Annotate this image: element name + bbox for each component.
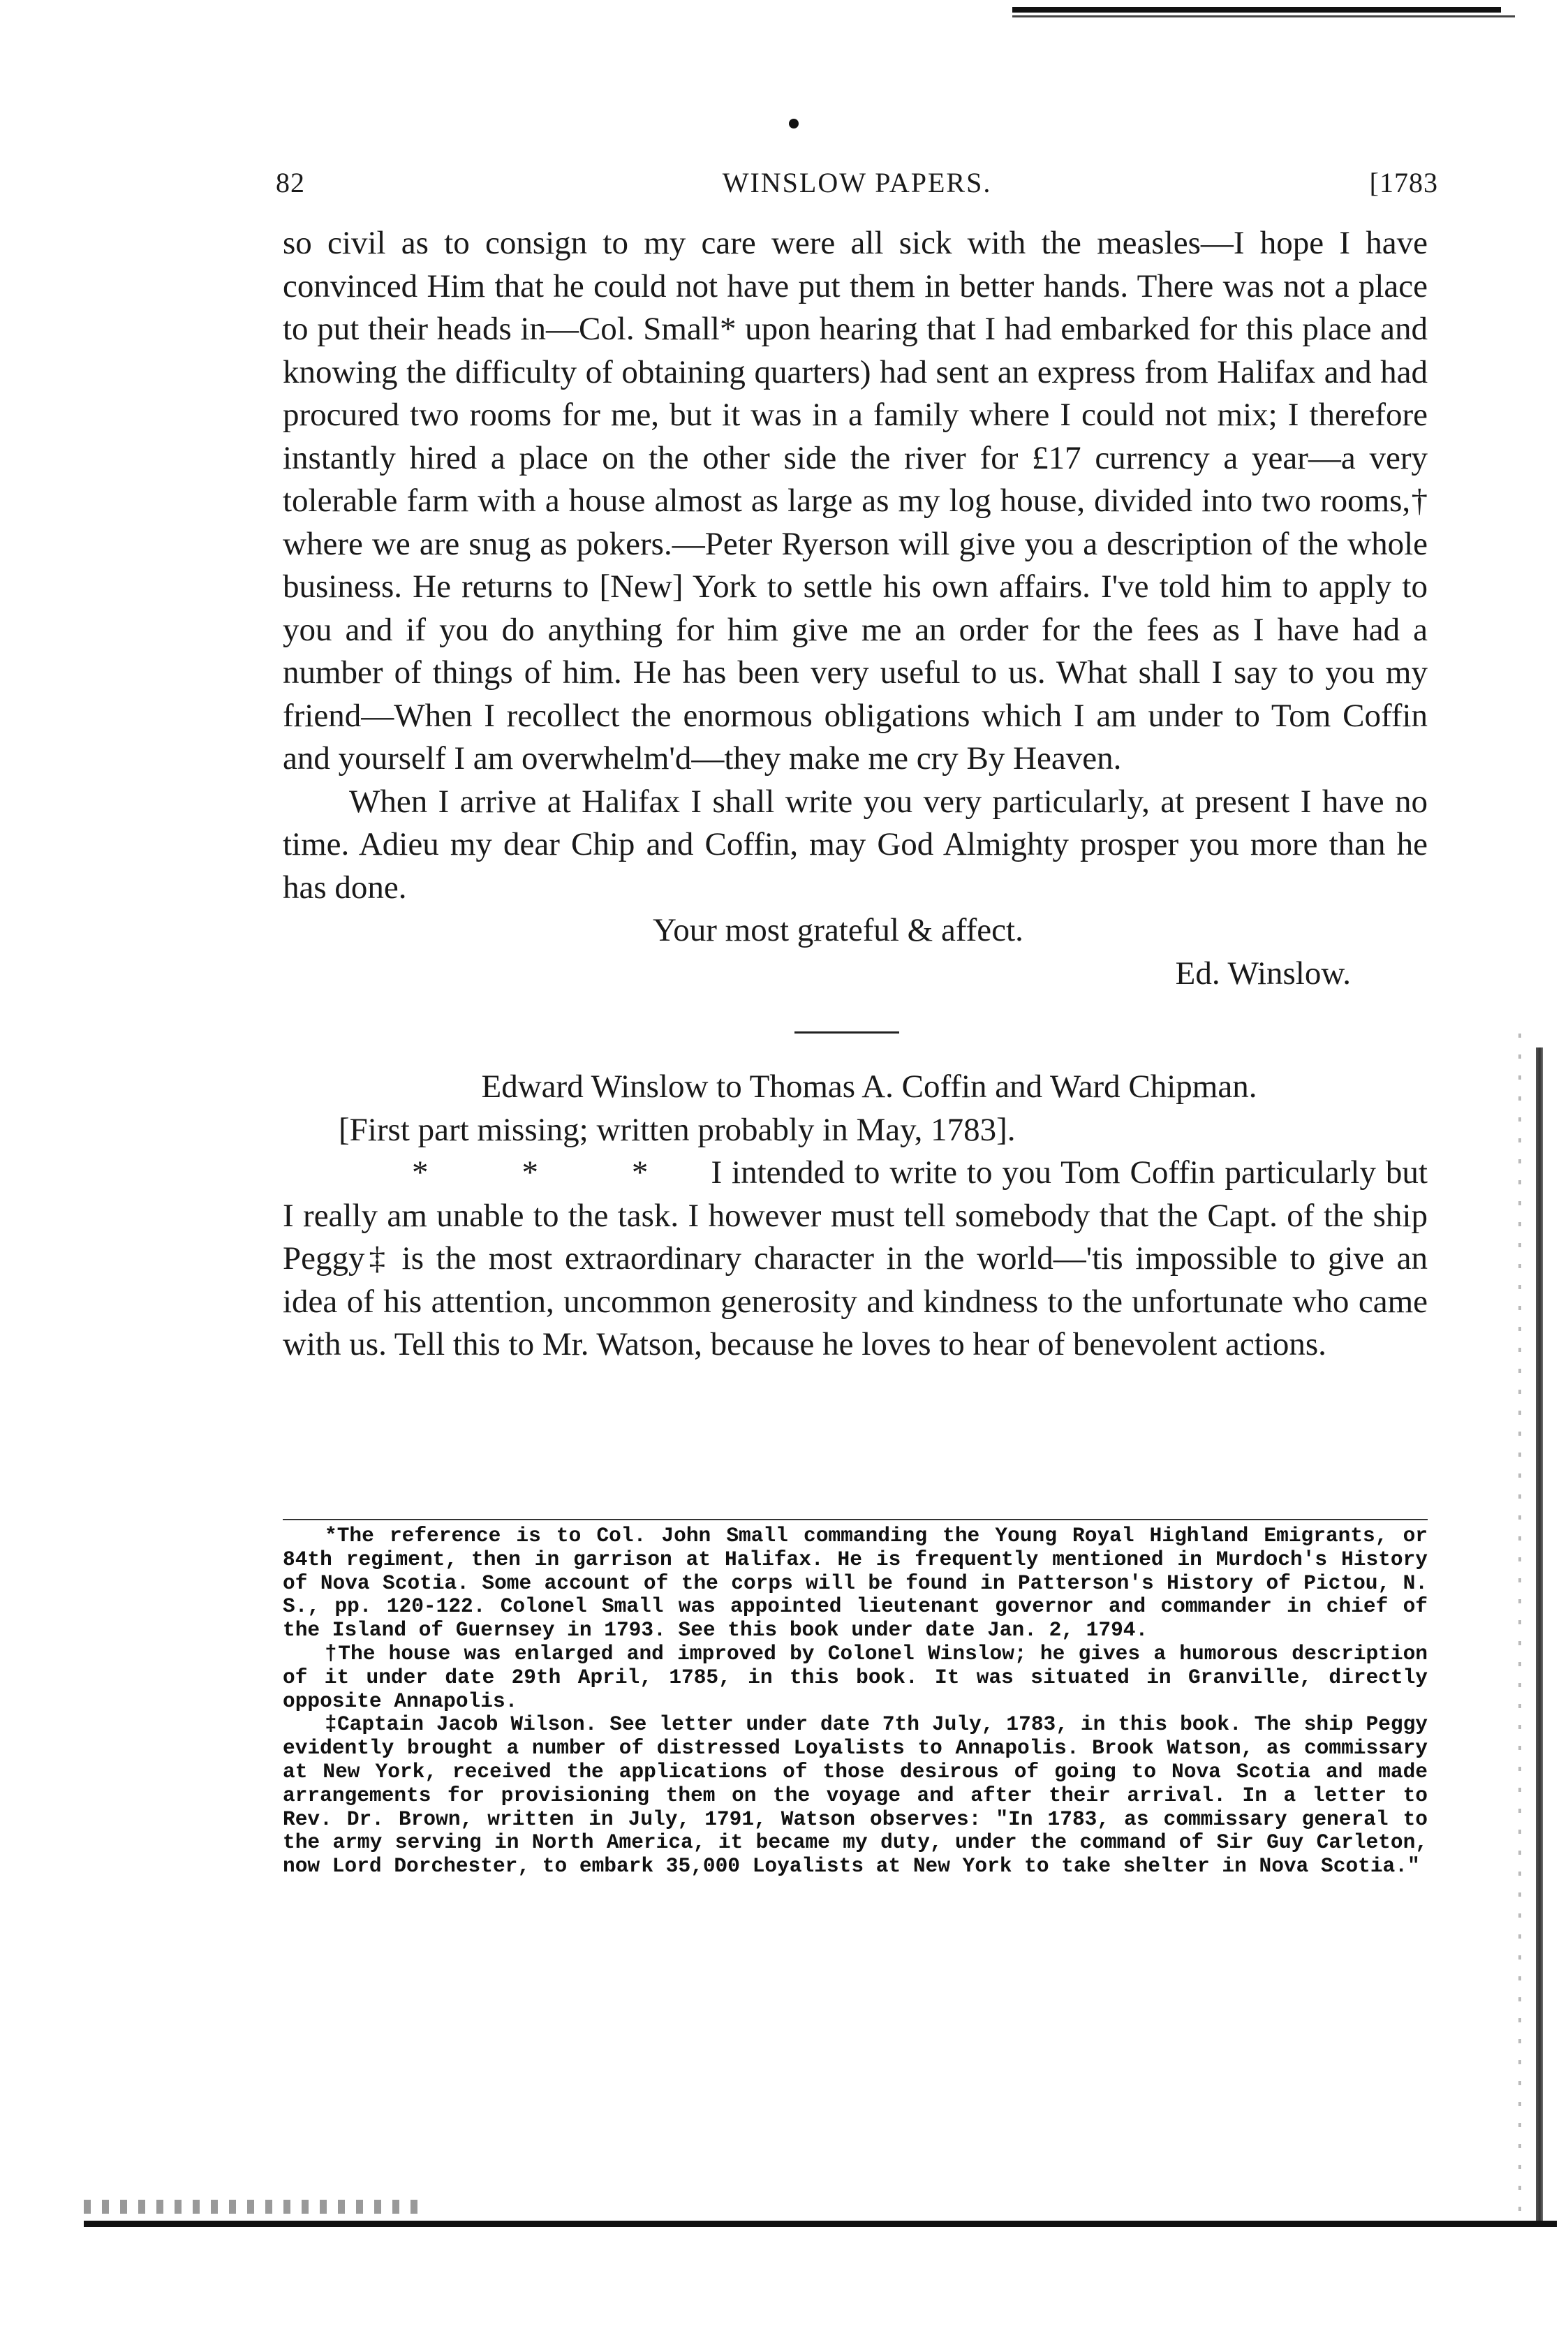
scan-edge-top-rule-thin xyxy=(1012,15,1515,17)
running-title: WINSLOW PAPERS. xyxy=(722,167,992,198)
print-dot xyxy=(789,119,799,128)
letter1-closing: Your most grateful & affect. xyxy=(653,912,1023,948)
page-number: 82 xyxy=(276,167,305,198)
ellipsis-stars: * * * xyxy=(412,1154,690,1191)
scan-edge-bottom-rule xyxy=(84,2221,1557,2227)
footnote-1: *The reference is to Col. John Small commanding the Young Royal Highland Emigrants, or 84th regiment, then in garrison at Halifax. He is frequently mentioned in Murdoch's History of Nova Scotia. Some account of the corps will be found in Patterson's History of Pictou, N. S., pp. 120-122. Colonel Small was appointed lieutenant governor and commander in chief of the Island of Guernsey in 1793. See this book under date Jan. 2, 1794. xyxy=(283,1524,1428,1642)
scan-edge-top-rule xyxy=(1012,7,1501,13)
footnote-2: †The house was enlarged and improved by Colonel Winslow; he gives a humorous description of it under date 29th April, 1785, in this book. It was situated in Granville, directly opposite Annapolis. xyxy=(283,1641,1428,1713)
main-text xyxy=(283,222,1428,1367)
letter2-editorial-note: [First part missing; written probably in May, 1783]. xyxy=(339,1111,1016,1148)
scan-edge-right xyxy=(1536,1047,1543,2221)
letter1-signature: Ed. Winslow. xyxy=(1175,955,1351,992)
scan-edge-bottom-specks xyxy=(84,2200,419,2214)
footnote-3: ‡Captain Jacob Wilson. See letter under date 7th July, 1783, in this book. The ship Peggy evidently brought a number of distressed Loyalists to Annapolis. Brook Watson, as commissary at New York, received the applications of those desirous of going to Nova Scotia and made arrangements for provisioning them on the voyage and after their arrival. In a letter to Rev. Dr. Brown, written in July, 1791, Watson observes: "In 1783, as commissary general to the army serving in North America, it became my duty, under the command of Sir Guy Carleton, now Lord Dorchester, to embark 35,000 Loyalists at New York to take shelter in Nova Scotia." xyxy=(283,1712,1428,1879)
letter1-paragraph-2: When I arrive at Halifax I shall write you very particularly, at present I have no time. Adieu my dear Chip and Coffin, may God Almighty prosper you more than he has done. xyxy=(283,783,1428,906)
letter2-heading: Edward Winslow to Thomas A. Coffin and Ward Chipman. xyxy=(481,1068,1257,1105)
letter2-paragraph-1 xyxy=(283,1152,1428,1367)
running-header xyxy=(276,166,1438,208)
letter1-paragraph-1: so civil as to consign to my care were all sick with the measles—I hope I have convinced Him that he could not have put them in better hands. There was not a place to put their heads in—Col. Small* upon hearing that I had embarked for this place and knowing the difficulty of obtaining quarters) had sent an express from Halifax and had procured two rooms for me, but it was in a family where I could not mix; I therefore instantly hired a place on the other side the river for £17 currency a year—a very tolerable farm with a house almost as large as my log house, divided into two rooms,† where we are snug as pokers.—Peter Ryerson will give you a description of the whole business. He returns to [New] York to settle his own affairs. I've told him to apply to you and if you do anything for him give me an order for the fees as I have had a number of things of him. He has been very useful to us. What shall I say to you my friend—When I recollect the enormous obligations which I am under to Tom Coffin and yourself I am overwhelm'd—they make me cry By Heaven. xyxy=(283,225,1428,777)
section-separator xyxy=(794,1031,899,1034)
footnotes xyxy=(283,1519,1428,1879)
letter2-paragraph-text: I intended to write to you Tom Coffin particularly but I really am unable to the task. I however must tell somebody that the Capt. of the ship Peggy‡ is the most extraordinary character in the world—'tis impossible to give an idea of his attention, uncommon generosity and kindness to the unfortunate who came with us. Tell this to Mr. Watson, because he loves to hear of benevolent actions. xyxy=(283,1154,1428,1362)
header-year: [1783 xyxy=(1369,167,1438,198)
scan-edge-specks xyxy=(1518,1034,1521,2221)
